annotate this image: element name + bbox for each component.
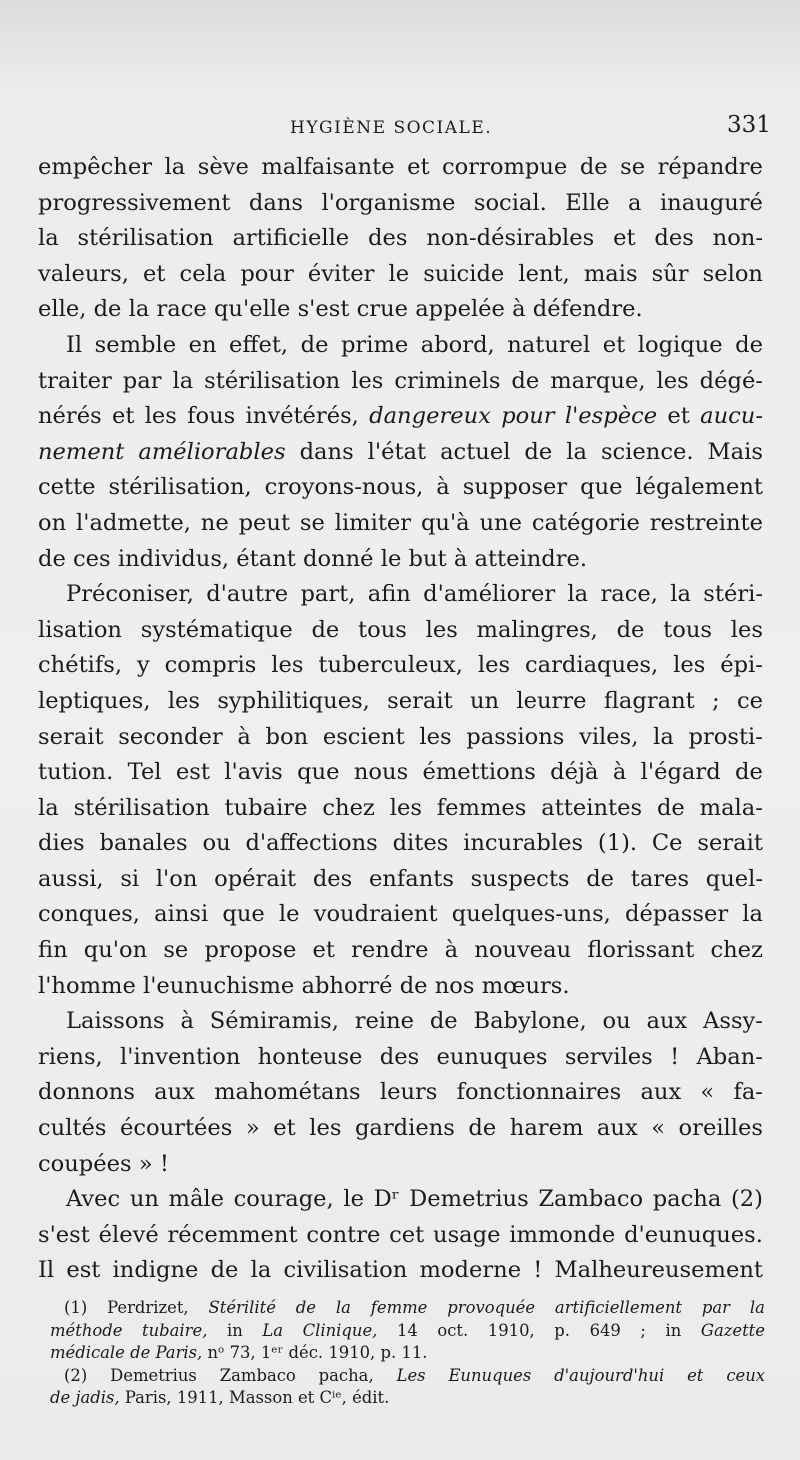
footnote-line: de jadis, Paris, 1911, Masson et Cⁱᵉ, édit. xyxy=(50,1388,390,1408)
text-line: Préconiser, d'autre part, afin d'améliorer la race, la stéri- xyxy=(66,581,763,608)
text-line: donnons aux mahométans leurs fonctionnaires aux « fa- xyxy=(38,1079,763,1106)
text-line: Il est indigne de la civilisation moderne ! Malheureusement xyxy=(38,1257,763,1284)
text-line: progressivement dans l'organisme social. Elle a inauguré xyxy=(38,189,763,216)
footnotes xyxy=(50,1297,765,1410)
text-line: fin qu'on se propose et rendre à nouveau florissant chez xyxy=(38,937,763,964)
footnote-line: médicale de Paris, nᵒ 73, 1ᵉʳ déc. 1910, p. 11. xyxy=(50,1343,428,1363)
text-line: Avec un mâle courage, le Dʳ Demetrius Zambaco pacha (2) xyxy=(66,1186,763,1213)
text-line: Laissons à Sémiramis, reine de Babylone, ou aux Assy- xyxy=(66,1008,763,1035)
text-line: valeurs, et cela pour éviter le suicide lent, mais sûr selon xyxy=(38,260,763,287)
text-line: traiter par la stérilisation les criminels de marque, les dégé- xyxy=(38,367,763,394)
text-line: nérés et les fous invétérés, dangereux pour l'espèce et aucu- xyxy=(38,403,763,430)
text-line: la stérilisation artificielle des non-désirables et des non- xyxy=(38,225,763,252)
text-line: cultés écourtées » et les gardiens de harem aux « oreilles xyxy=(38,1115,763,1142)
text-line: la stérilisation tubaire chez les femmes atteintes de mala- xyxy=(38,794,763,821)
footnote-line: méthode tubaire, in La Clinique, 14 oct. 1910, p. 649 ; in Gazette xyxy=(50,1320,765,1340)
page-header xyxy=(0,112,800,142)
text-line: l'homme l'eunuchisme abhorré de nos mœurs. xyxy=(38,972,570,999)
text-line: empêcher la sève malfaisante et corrompue de se répandre xyxy=(38,154,763,180)
text-line: nement améliorables dans l'état actuel de la science. Mais xyxy=(38,438,763,465)
text-line: s'est élevé récemment contre cet usage immonde d'eunuques. xyxy=(38,1221,763,1248)
running-title: HYGIÈNE SOCIALE. xyxy=(290,118,493,138)
text-line: elle, de la race qu'elle s'est crue appelée à défendre. xyxy=(38,296,643,323)
text-line: conques, ainsi que le voudraient quelques-uns, dépasser la xyxy=(38,901,763,928)
text-line: de ces individus, étant donné le but à atteindre. xyxy=(38,545,588,572)
text-line: lisation systématique de tous les malingres, de tous les xyxy=(38,616,763,643)
footnote-line: (2) Demetrius Zambaco pacha, Les Eunuques d'aujourd'hui et ceux xyxy=(64,1365,765,1385)
text-line: chétifs, y compris les tuberculeux, les cardiaques, les épi- xyxy=(38,652,763,679)
text-line: on l'admette, ne peut se limiter qu'à une catégorie restreinte xyxy=(38,509,763,536)
text-line: coupées » ! xyxy=(38,1150,169,1177)
text-line: serait seconder à bon escient les passions viles, la prosti- xyxy=(38,723,763,750)
text-line: cette stérilisation, croyons-nous, à supposer que légalement xyxy=(38,474,763,501)
text-line: tution. Tel est l'avis que nous émettions déjà à l'égard de xyxy=(38,759,763,786)
text-line: riens, l'invention honteuse des eunuques serviles ! Aban- xyxy=(38,1043,763,1070)
text-line: leptiques, les syphilitiques, serait un leurre flagrant ; ce xyxy=(38,687,763,714)
body-text xyxy=(38,150,763,1289)
page-number: 331 xyxy=(727,112,771,138)
text-line: dies banales ou d'affections dites incurables (1). Ce serait xyxy=(38,830,763,857)
text-line: Il semble en effet, de prime abord, naturel et logique de xyxy=(66,331,763,358)
footnote-line: (1) Perdrizet, Stérilité de la femme provoquée artificiellement par la xyxy=(64,1298,765,1317)
text-line: aussi, si l'on opérait des enfants suspects de tares quel- xyxy=(38,865,763,892)
